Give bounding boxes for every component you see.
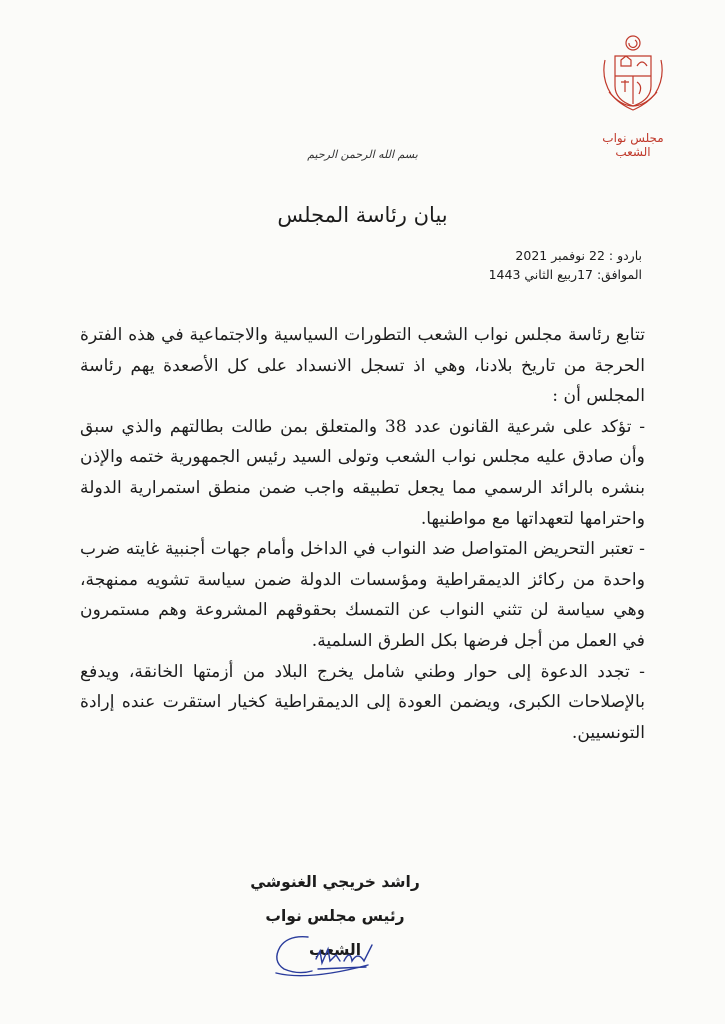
hijri-date-line: الموافق: 17ربيع الثاني 1443 bbox=[488, 267, 642, 282]
paragraph-point-3: - تجدد الدعوة إلى حوار وطني شامل يخرج البلاد من أزمتها الخانقة، ويدفع بالإصلاحات الكبرى، ويضمن العودة إلى الديمقراطية كخيار استقرت عنده إرادة التونسيين. bbox=[80, 661, 645, 743]
coat-of-arms-icon bbox=[593, 30, 673, 130]
signature-scribble-icon bbox=[268, 925, 388, 985]
parliament-emblem bbox=[593, 30, 673, 159]
signatory-role: رئيس مجلس نواب الشعب bbox=[265, 907, 405, 959]
signatory-name: راشد خريجي الغنوشي bbox=[250, 873, 420, 891]
institution-name: مجلس نواب الشعب bbox=[602, 131, 664, 159]
handwritten-signature bbox=[268, 925, 388, 985]
document-title: بيان رئاسة المجلس bbox=[277, 203, 448, 227]
date-block bbox=[489, 246, 642, 284]
paragraph-point-1: - تؤكد على شرعية القانون عدد 38 والمتعلق بمن طالت بطالتهم والذي سبق وأن صادق عليه مجلس نواب الشعب وتولى السيد رئيس الجمهورية ختمه والإذن بنشره بالرائد الرسمي مما يجعل تطبيقه واجب ضمن منطق استمرارية الدولة واحترامها لتعهداتها مع مواطنيها. bbox=[80, 416, 645, 529]
basmala-heading: بسم الله الرحمن الرحيم bbox=[307, 148, 418, 161]
paragraph-intro: تتابع رئاسة مجلس نواب الشعب التطورات السياسية والاجتماعية في هذه الفترة الحرجة من تاريخ بلادنا، وهي اذ تسجل الانسداد على كل الأصعدة يهم رئاسة المجلس أن : bbox=[80, 325, 645, 407]
statement-body bbox=[80, 320, 645, 748]
paragraph-point-2: - تعتبر التحريض المتواصل ضد النواب في الداخل وأمام جهات أجنبية غايته ضرب واحدة من ركائز الديمقراطية ومؤسسات الدولة ضمن سياسة تشويه ممنهجة، وهي سياسة لن تثني النواب عن التمسك بحقوقهم المشروعة وهم مستمرون في العمل من أجل فرضها بكل الطرق السلمية. bbox=[80, 539, 645, 651]
date-line: باردو : 22 نوفمبر 2021 bbox=[515, 248, 642, 263]
